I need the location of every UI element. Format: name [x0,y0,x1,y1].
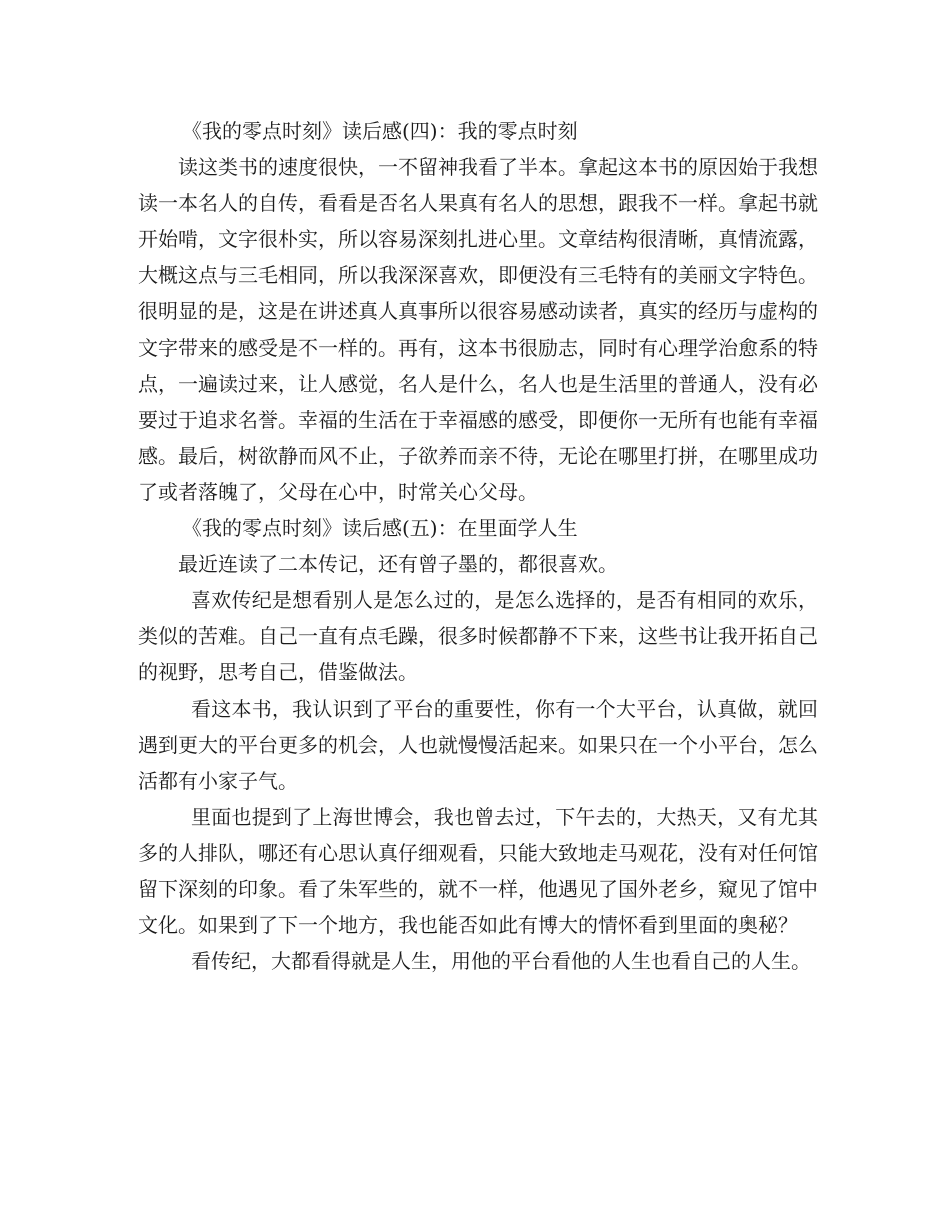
document-body [138,113,818,979]
paragraph: 最近连读了二本传记，还有曾子墨的，都很喜欢。 [178,552,618,577]
paragraph: 看传纪，大都看得就是人生，用他的平台看他的人生也看自己的人生。 [191,949,811,974]
section-heading-4: 《我的零点时刻》读后感(四)：我的零点时刻 [182,119,578,143]
paragraph: 里面也提到了上海世博会，我也曾去过，下午去的，大热天，又有尤其多的人排队，哪还有心思认真仔细观看，只能大致地走马观花，没有对任何馆留下深刻的印象。看了朱军些的，就不一样，他遇见了国外老乡，窥见了馆中文化。如果到了下一个地方，我也能否如此有博大的情怀看到里面的奥秘？ [138,804,818,938]
paragraph: 喜欢传纪是想看别人是怎么过的，是怎么选择的，是否有相同的欢乐，类似的苦难。自己一直有点毛躁，很多时候都静不下来，这些书让我开拓自己的视野，思考自己，借鉴做法。 [138,588,818,685]
paragraph: 看这本书，我认识到了平台的重要性，你有一个大平台，认真做，就回遇到更大的平台更多的机会，人也就慢慢活起来。如果只在一个小平台，怎么活都有小家子气。 [138,696,818,793]
paragraph: 读这类书的速度很快，一不留神我看了半本。拿起这本书的原因始于我想读一本名人的自传，看看是否名人果真有名人的思想，跟我不一样。拿起书就开始啃，文字很朴实，所以容易深刻扎进心里。文章结构很清晰，真情流露，大概这点与三毛相同，所以我深深喜欢，即便没有三毛特有的美丽文字特色。很明显的是，这是在讲述真人真事所以很容易感动读者，真实的经历与虚构的文字带来的感受是不一样的。再有，这本书很励志，同时有心理学治愈系的特点，一遍读过来，让人感觉，名人是什么，名人也是生活里的普通人，没有必要过于追求名誉。幸福的生活在于幸福感的感受，即便你一无所有也能有幸福感。最后，树欲静而风不止，子欲养而亲不待，无论在哪里打拼，在哪里成功了或者落魄了，父母在心中，时常关心父母。 [138,155,818,504]
section-heading-5: 《我的零点时刻》读后感(五)：在里面学人生 [182,516,578,541]
